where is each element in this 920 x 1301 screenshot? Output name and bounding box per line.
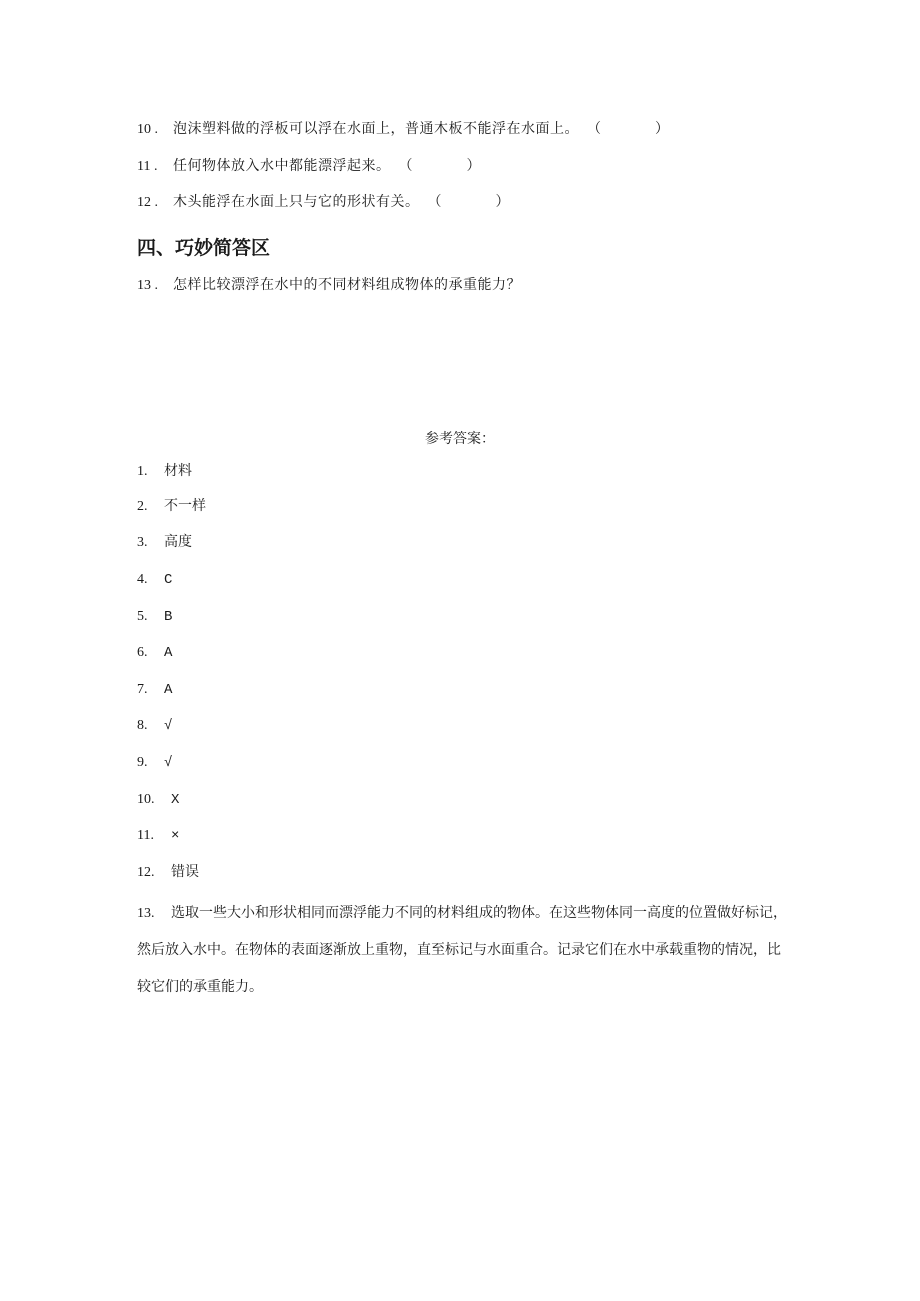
question-number: 13 . xyxy=(137,278,158,293)
answer-blank[interactable]: （ ） xyxy=(587,121,669,137)
answer-item: 12. 错误 xyxy=(137,864,199,880)
answer-blank[interactable]: （ ） xyxy=(398,158,481,174)
answer-item: 9. √ xyxy=(137,755,173,771)
answer-blank[interactable]: （ ） xyxy=(427,194,510,210)
answer-item: 4. C xyxy=(137,572,173,588)
question-text: 木头能浮在水面上只与它的形状有关。 xyxy=(173,194,420,210)
answer-item: 7. A xyxy=(137,682,173,698)
section-heading: 四、巧妙简答区 xyxy=(137,237,271,259)
question-11 xyxy=(137,157,481,176)
question-text: 怎样比较漂浮在水中的不同材料组成物体的承重能力？ xyxy=(173,277,521,293)
question-number: 10 . xyxy=(137,122,158,137)
answer-text: 选取一些大小和形状相同而漂浮能力不同的材料组成的物体。在这些物体同一高度的位置做好标记，然后放入水中。在物体的表面逐渐放上重物，直至标记与水面重合。记录它们在水中承载重物的情况，比较它们的承重能力。 xyxy=(137,905,787,995)
answer-item: 11. × xyxy=(137,828,180,844)
answer-item: 8. √ xyxy=(137,718,173,734)
question-13 xyxy=(137,276,521,295)
answers-title: 参考答案： xyxy=(425,431,495,447)
answer-item: 2. 不一样 xyxy=(137,498,206,514)
answer-item: 6. A xyxy=(137,645,173,661)
question-number: 11 . xyxy=(137,159,158,174)
answer-item: 10. X xyxy=(137,792,180,808)
question-text: 任何物体放入水中都能漂浮起来。 xyxy=(173,158,391,174)
answer-item: 3. 高度 xyxy=(137,534,192,550)
answer-item: 5. B xyxy=(137,609,173,625)
answer-item-13: 13. 选取一些大小和形状相同而漂浮能力不同的材料组成的物体。在这些物体同一高度的位置做好标记，然后放入水中。在物体的表面逐渐放上重物，直至标记与水面重合。记录它们在水中承载重物的情况，比较它们的承重能力。 xyxy=(137,905,787,995)
question-number: 12 . xyxy=(137,195,158,210)
question-12 xyxy=(137,193,510,212)
answer-item: 1. 材料 xyxy=(137,463,192,479)
question-text: 泡沫塑料做的浮板可以浮在水面上，普通木板不能浮在水面上。 xyxy=(173,121,579,137)
question-10 xyxy=(137,120,669,139)
